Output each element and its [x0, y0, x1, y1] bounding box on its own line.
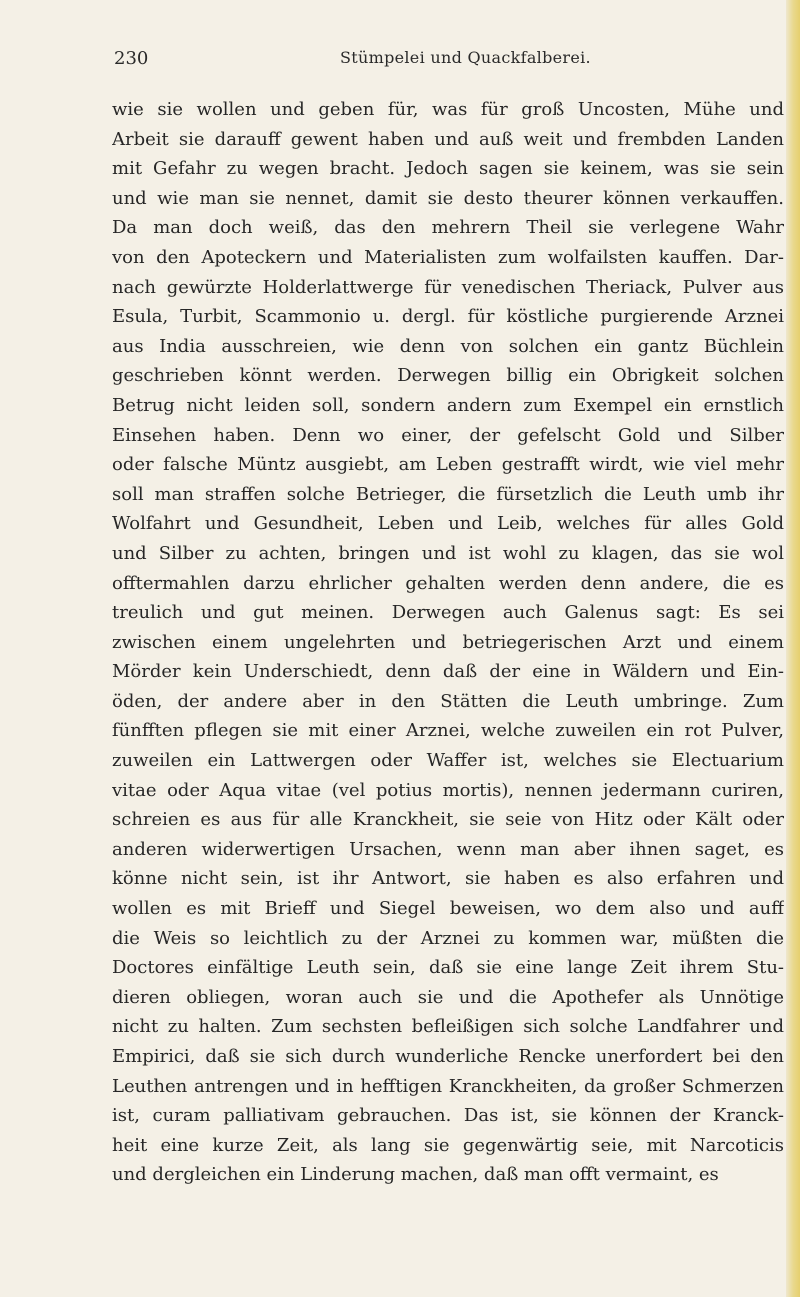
text-line: soll man straffen solche Betrieger, die fürsetzlich die Leuth umb ihr [112, 483, 784, 505]
text-line: ist, curam palliativam gebrauchen. Das ist, sie können der Kranck- [112, 1105, 784, 1127]
text-line: öden, der andere aber in den Stätten die Leuth umbringe. Zum [112, 690, 784, 712]
page-header [0, 44, 800, 74]
text-line: geschrieben könnt werden. Derwegen billig ein Obrigkeit solchen [112, 365, 784, 387]
page-number: 230 [114, 48, 149, 69]
text-line: anderen widerwertigen Ursachen, wenn man aber ihnen saget, es [112, 838, 784, 860]
text-line: Mörder kein Underschiedt, denn daß der eine in Wäldern und Ein- [112, 661, 784, 683]
text-line: Wolfahrt und Gesundheit, Leben und Leib, welches für alles Gold [112, 513, 784, 535]
text-line: nach gewürzte Holderlattwerge für venedischen Theriack, Pulver aus [112, 276, 784, 298]
text-line: oder falsche Müntz ausgiebt, am Leben gestrafft wirdt, wie viel mehr [112, 454, 784, 476]
text-line: Betrug nicht leiden soll, sondern andern zum Exempel ein ernstlich [112, 394, 784, 416]
text-line: die Weis so leichtlich zu der Arznei zu kommen war, müßten die [112, 927, 784, 949]
running-head: Stümpelei und Quackfalberei. [340, 48, 591, 67]
text-line: fünfften pflegen sie mit einer Arznei, welche zuweilen ein rot Pulver, [112, 720, 784, 742]
page-edge [786, 0, 800, 1297]
text-line: Leuthen antrengen und in hefftigen Kranckheiten, da großer Schmerzen [112, 1075, 784, 1097]
text-line: von den Apoteckern und Materialisten zum wolfailsten kauffen. Dar- [112, 246, 784, 268]
text-line: und Silber zu achten, bringen und ist wohl zu klagen, das sie wol [112, 542, 784, 564]
text-line: Doctores einfältige Leuth sein, daß sie eine lange Zeit ihrem Stu- [112, 957, 784, 979]
text-line: treulich und gut meinen. Derwegen auch Galenus sagt: Es sei [112, 602, 784, 624]
text-line: und dergleichen ein Linderung machen, daß man offt vermaint, es [112, 1164, 719, 1186]
text-line: Einsehen haben. Denn wo einer, der gefelscht Gold und Silber [112, 424, 784, 446]
text-line: mit Gefahr zu wegen bracht. Jedoch sagen sie keinem, was sie sein [112, 158, 784, 180]
text-line: vitae oder Aqua vitae (vel potius mortis), nennen jedermann curiren, [112, 779, 784, 801]
text-line: Empirici, daß sie sich durch wunderliche Rencke unerfordert bei den [112, 1046, 784, 1067]
text-line: nicht zu halten. Zum sechsten befleißigen sich solche Landfahrer und [112, 1016, 784, 1038]
text-line: und wie man sie nennet, damit sie desto theurer können verkauffen. [112, 187, 784, 209]
body-text [112, 95, 784, 1190]
text-line: dieren obliegen, woran auch sie und die Apothefer als Unnötige [112, 986, 784, 1008]
text-line: könne nicht sein, ist ihr Antwort, sie haben es also erfahren und [112, 868, 784, 890]
text-line: schreien es aus für alle Kranckheit, sie seie von Hitz oder Kält oder [112, 809, 784, 831]
text-line: Esula, Turbit, Scammonio u. dergl. für köstliche purgierende Arznei [112, 306, 784, 328]
text-line: Da man doch weiß, das den mehrern Theil sie verlegene Wahr [112, 217, 784, 239]
text-line: heit eine kurze Zeit, als lang sie gegenwärtig seie, mit Narcoticis [112, 1134, 784, 1156]
text-line: Arbeit sie darauff gewent haben und auß weit und frembden Landen [112, 128, 784, 150]
text-line: aus India ausschreien, wie denn von solchen ein gantz Büchlein [112, 335, 784, 357]
text-line: zuweilen ein Lattwergen oder Waffer ist, welches sie Electuarium [112, 750, 784, 772]
text-line: wie sie wollen und geben für, was für groß Uncosten, Mühe und [112, 99, 784, 120]
text-line: offtermahlen darzu ehrlicher gehalten werden denn andere, die es [112, 572, 784, 594]
text-line: wollen es mit Brieff und Siegel beweisen, wo dem also und auff [112, 898, 784, 920]
text-line: zwischen einem ungelehrten und betriegerischen Arzt und einem [112, 631, 784, 653]
